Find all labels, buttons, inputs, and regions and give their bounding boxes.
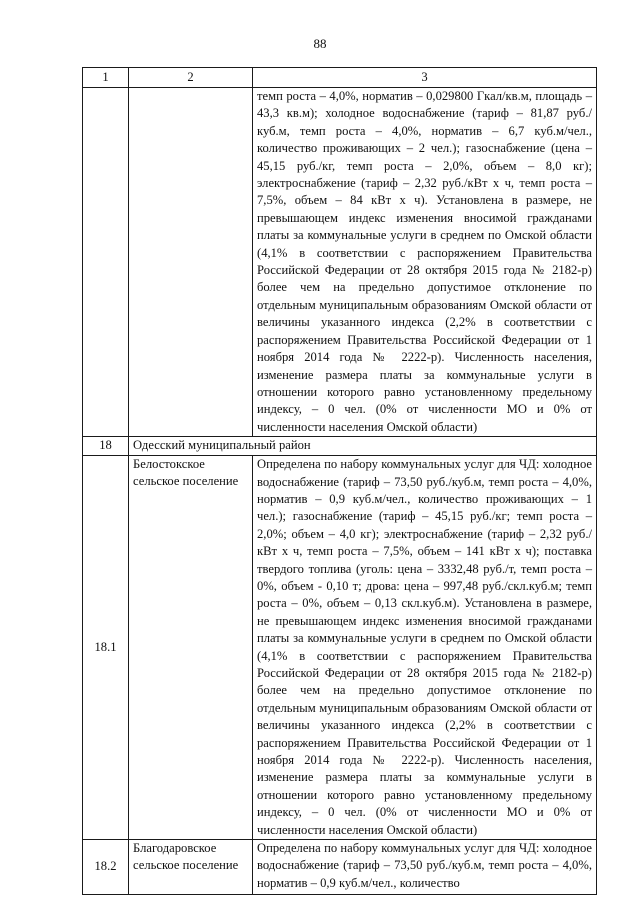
district-number: 18 xyxy=(83,437,129,456)
table-row xyxy=(83,456,597,840)
table-row xyxy=(83,88,597,437)
column-header-1: 1 xyxy=(83,68,129,88)
row-number xyxy=(83,88,129,437)
column-header-2: 2 xyxy=(129,68,253,88)
column-header-3: 3 xyxy=(253,68,597,88)
row-number: 18.2 xyxy=(83,840,129,895)
row-number: 18.1 xyxy=(83,456,129,840)
settlement-name: Благодаровское сельское поселение xyxy=(129,840,253,895)
settlement-name: Белостокское сельское поселение xyxy=(129,456,253,840)
row-description: темп роста – 4,0%, норматив – 0,029800 Гкал/кв.м, площадь – 43,3 кв.м); холодное водоснабжение (тариф – 81,87 руб./куб.м, темп роста – 4,0%, норматив – 6,7 куб.м/чел., количество проживающих – 2 чел.); газоснабжение (цена – 45,15 руб./кг, темп роста – 2,0%, объем – 8,0 кг); электроснабжение (тариф – 2,32 руб./кВт х ч, темп роста – 7,5%, объем – 84 кВт х ч). Установлена в размере, не превышающем индекс изменения вносимой гражданами платы за коммунальные услуги в среднем по Омской области (4,1% в соответствии с распоряжением Правительства Российской Федерации от 28 октября 2015 года № 2182-р) более чем на предельно допустимое отклонение по отдельным муниципальным образованиям Омской области от величины указанного индекса (2,2% в соответствии с распоряжением Правительства Российской Федерации от 1 ноября 2014 года № 2222-р). Численность населения, изменение размера платы за коммунальные услуги в отношении которого равно установленному предельному индексу, – 0 чел. (0% от численности МО и 0% от численности населения Омской области) xyxy=(253,88,597,437)
district-row xyxy=(83,437,597,456)
settlement-name xyxy=(129,88,253,437)
district-name: Одесский муниципальный район xyxy=(129,437,597,456)
table-row xyxy=(83,840,597,895)
page-number: 88 xyxy=(313,36,327,51)
row-description: Определена по набору коммунальных услуг для ЧД: холодное водоснабжение (тариф – 73,50 руб./куб.м, темп роста – 4,0%, норматив – 0,9 куб.м/чел., количество xyxy=(253,840,597,895)
table-header-row xyxy=(83,68,597,88)
tariff-table xyxy=(82,67,597,895)
row-description: Определена по набору коммунальных услуг для ЧД: холодное водоснабжение (тариф – 73,50 руб./куб.м, темп роста – 4,0%, норматив – 0,9 куб.м/чел., количество проживающих – 1 чел.); газоснабжение (тариф – 45,15 руб./кг; темп роста – 2,0%; объем – 4,0 кг); электроснабжение (тариф – 2,32 руб./кВт х ч, темп роста – 7,5%, объем – 141 кВт х ч); поставка твердого топлива (уголь: цена – 3332,48 руб./т, темп роста – 0%, объем - 0,10 т; дрова: цена – 997,48 руб./скл.куб.м; темп роста – 0%, объем – 0,13 скл.куб.м). Установлена в размере, не превышающем индекс изменения вносимой гражданами платы за коммунальные услуги в среднем по Омской области (4,1% в соответствии с распоряжением Правительства Российской Федерации от 28 октября 2015 года № 2182-р) более чем на предельно допустимое отклонение по отдельным муниципальным образованиям Омской области от величины указанного индекса (2,2% в соответствии с распоряжением Правительства Российской Федерации от 1 ноября 2014 года № 2222-р). Численность населения, изменение размера платы за коммунальные услуги в отношении которого равно установленному предельному индексу, – 0 чел. (0% от численности МО и 0% от численности населения Омской области) xyxy=(253,456,597,840)
